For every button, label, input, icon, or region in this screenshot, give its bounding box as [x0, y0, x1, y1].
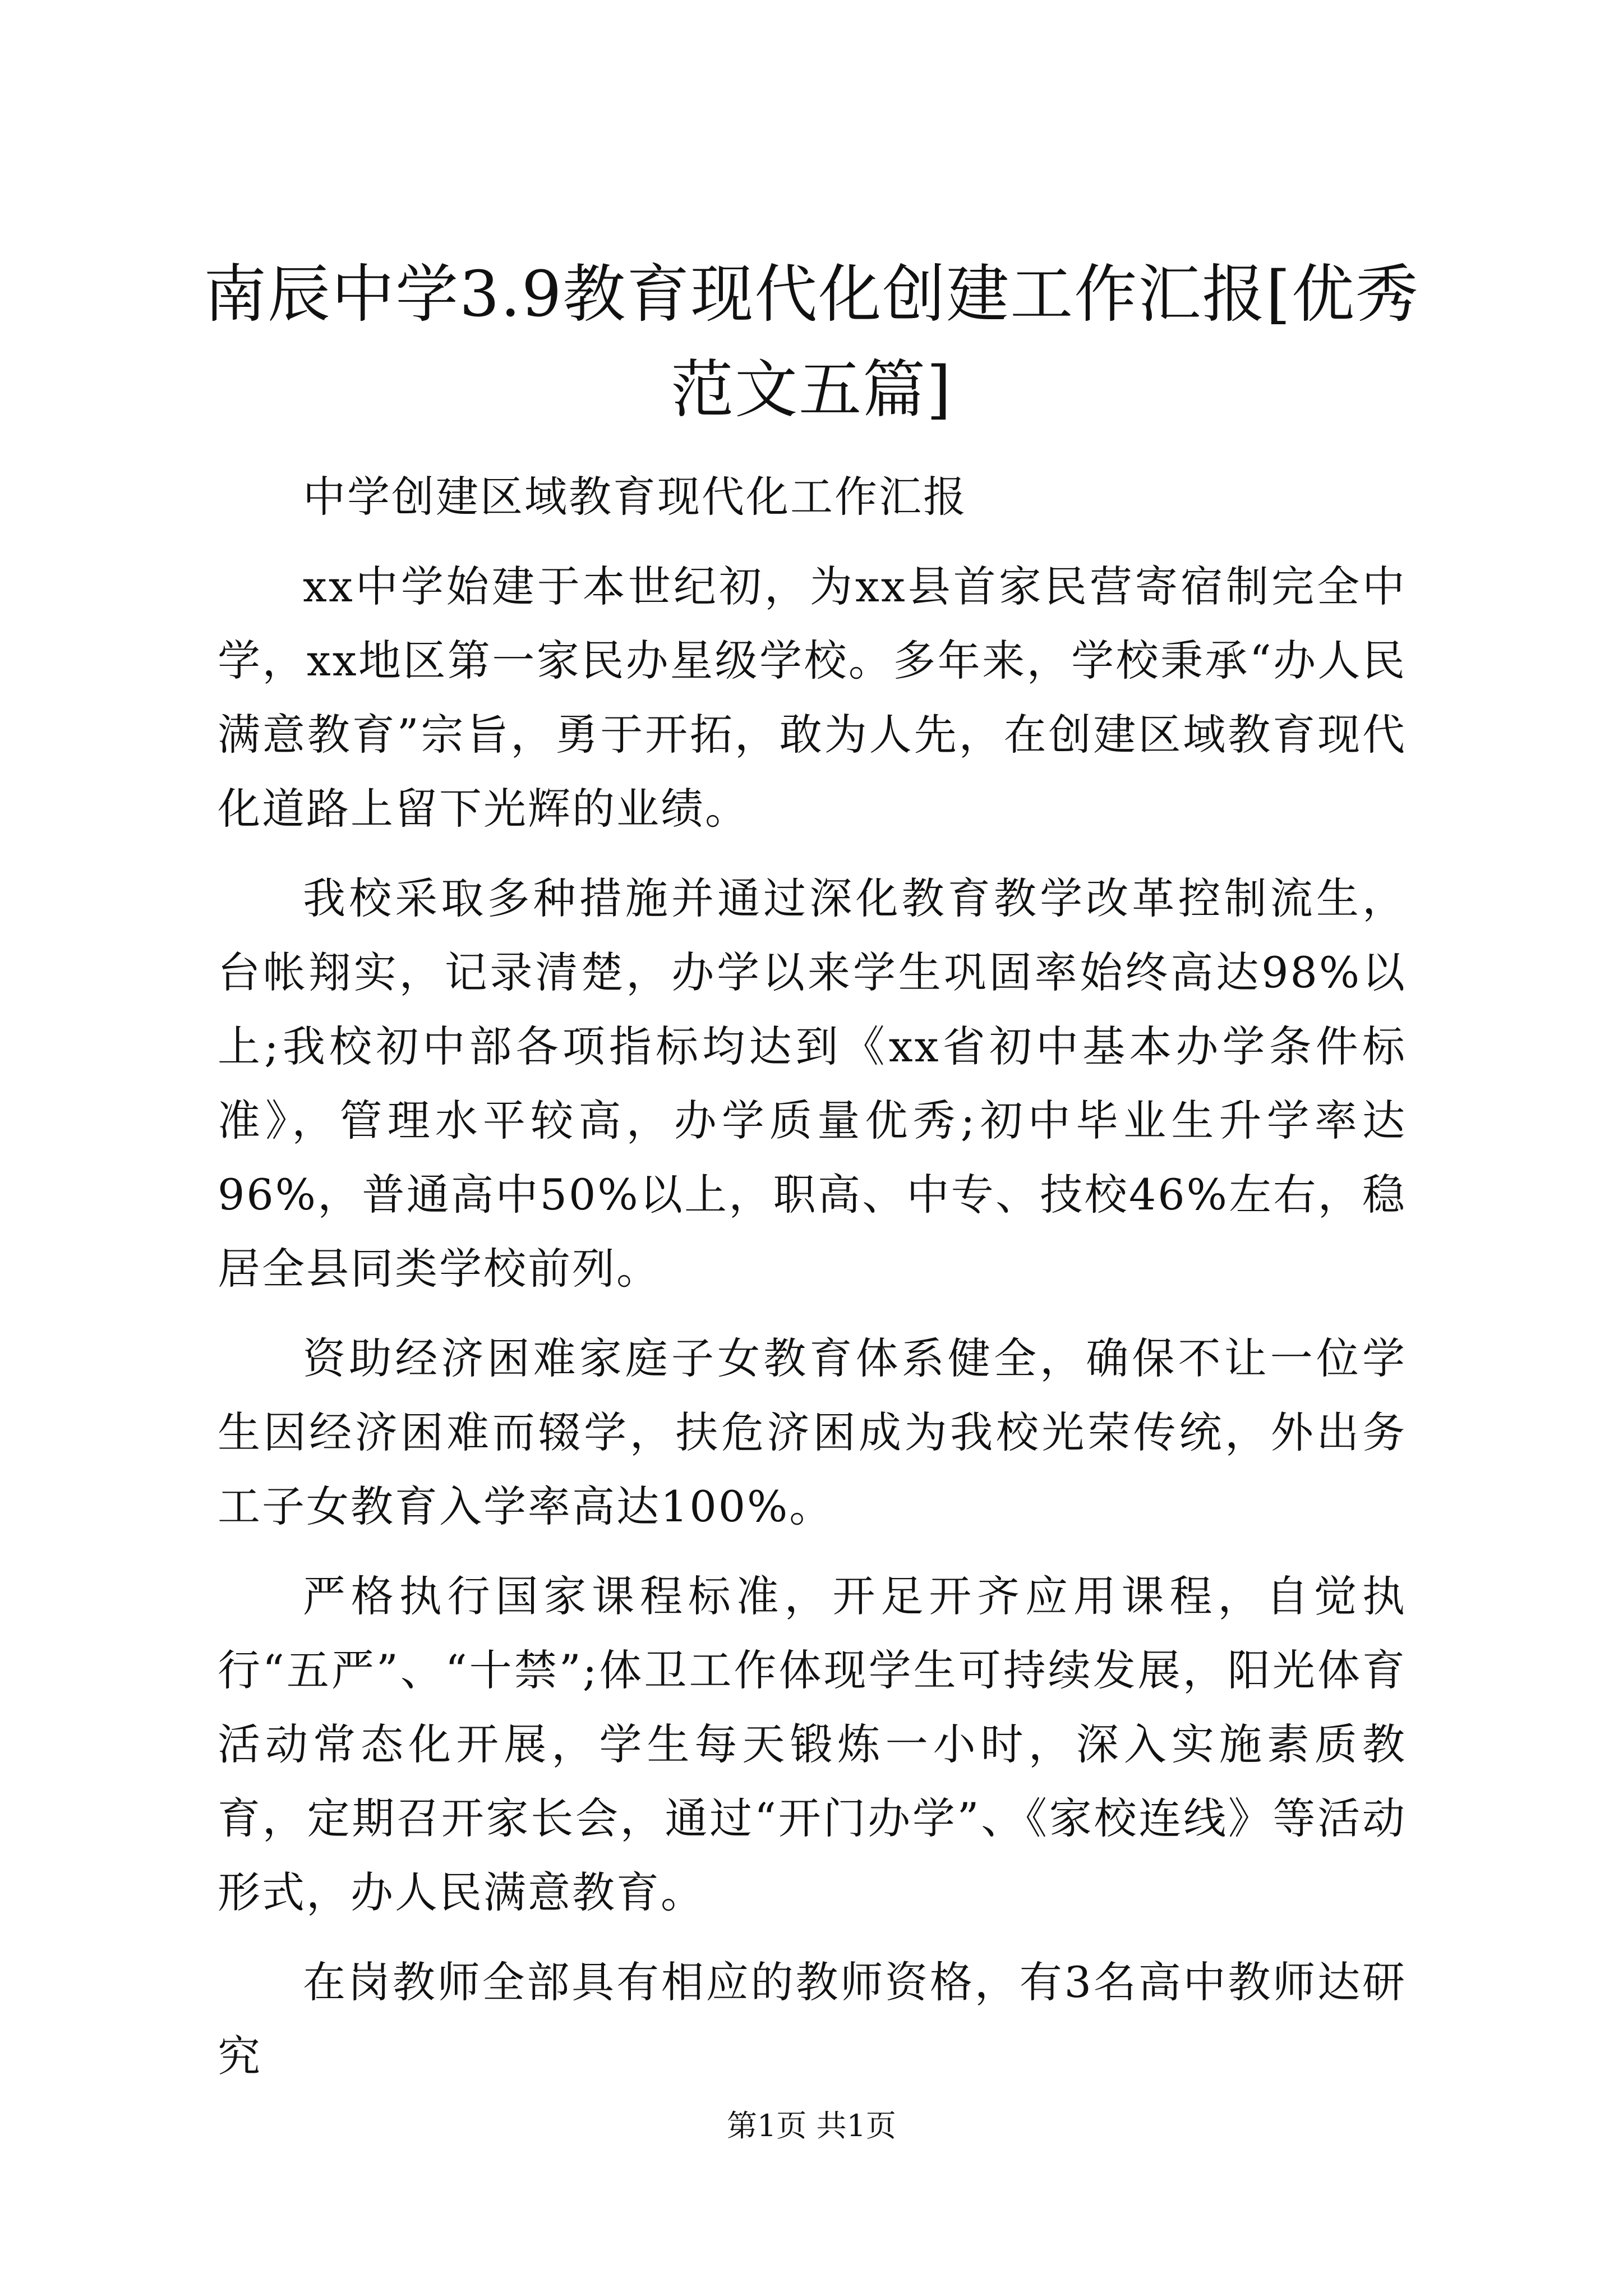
paragraph: xx中学始建于本世纪初，为xx县首家民营寄宿制完全中学，xx地区第一家民办星级学校。多年来，学校秉承“办人民满意教育”宗旨，勇于开拓，敢为人先，在创建区域教育现代化道路上留下光辉的业绩。 [218, 562, 1407, 834]
document-body [218, 460, 1407, 2093]
paragraph: 严格执行国家课程标准，开足开齐应用课程，自觉执行“五严”、“十禁”;体卫工作体现学生可持续发展，阳光体育活动常态化开展，学生每天锻炼一小时，深入实施素质教育，定期召开家长会，通过“开门办学”、《家校连线》等活动形式，办人民满意教育。 [218, 1571, 1407, 1917]
paragraph: 在岗教师全部具有相应的教师资格，有3名高中教师达研究 [218, 1957, 1407, 2081]
paragraph-heading: 中学创建区域教育现代化工作汇报 [303, 472, 967, 522]
document-title: 南辰中学3.9教育现代化创建工作汇报[优秀范文五篇] [204, 258, 1419, 426]
paragraph: 我校采取多种措施并通过深化教育教学改革控制流生，台帐翔实，记录清楚，办学以来学生巩固率始终高达98%以上;我校初中部各项指标均达到《xx省初中基本办学条件标准》，管理水平较高，办学质量优秀;初中毕业生升学率达96%，普通高中50%以上，职高、中专、技校46%左右，稳居全县同类学校前列。 [218, 873, 1407, 1294]
paragraph: 资助经济困难家庭子女教育体系健全，确保不让一位学生因经济困难而辍学，扶危济困成为我校光荣传统，外出务工子女教育入学率高达100%。 [218, 1333, 1407, 1531]
page-footer: 第1页 共1页 [727, 2108, 896, 2143]
